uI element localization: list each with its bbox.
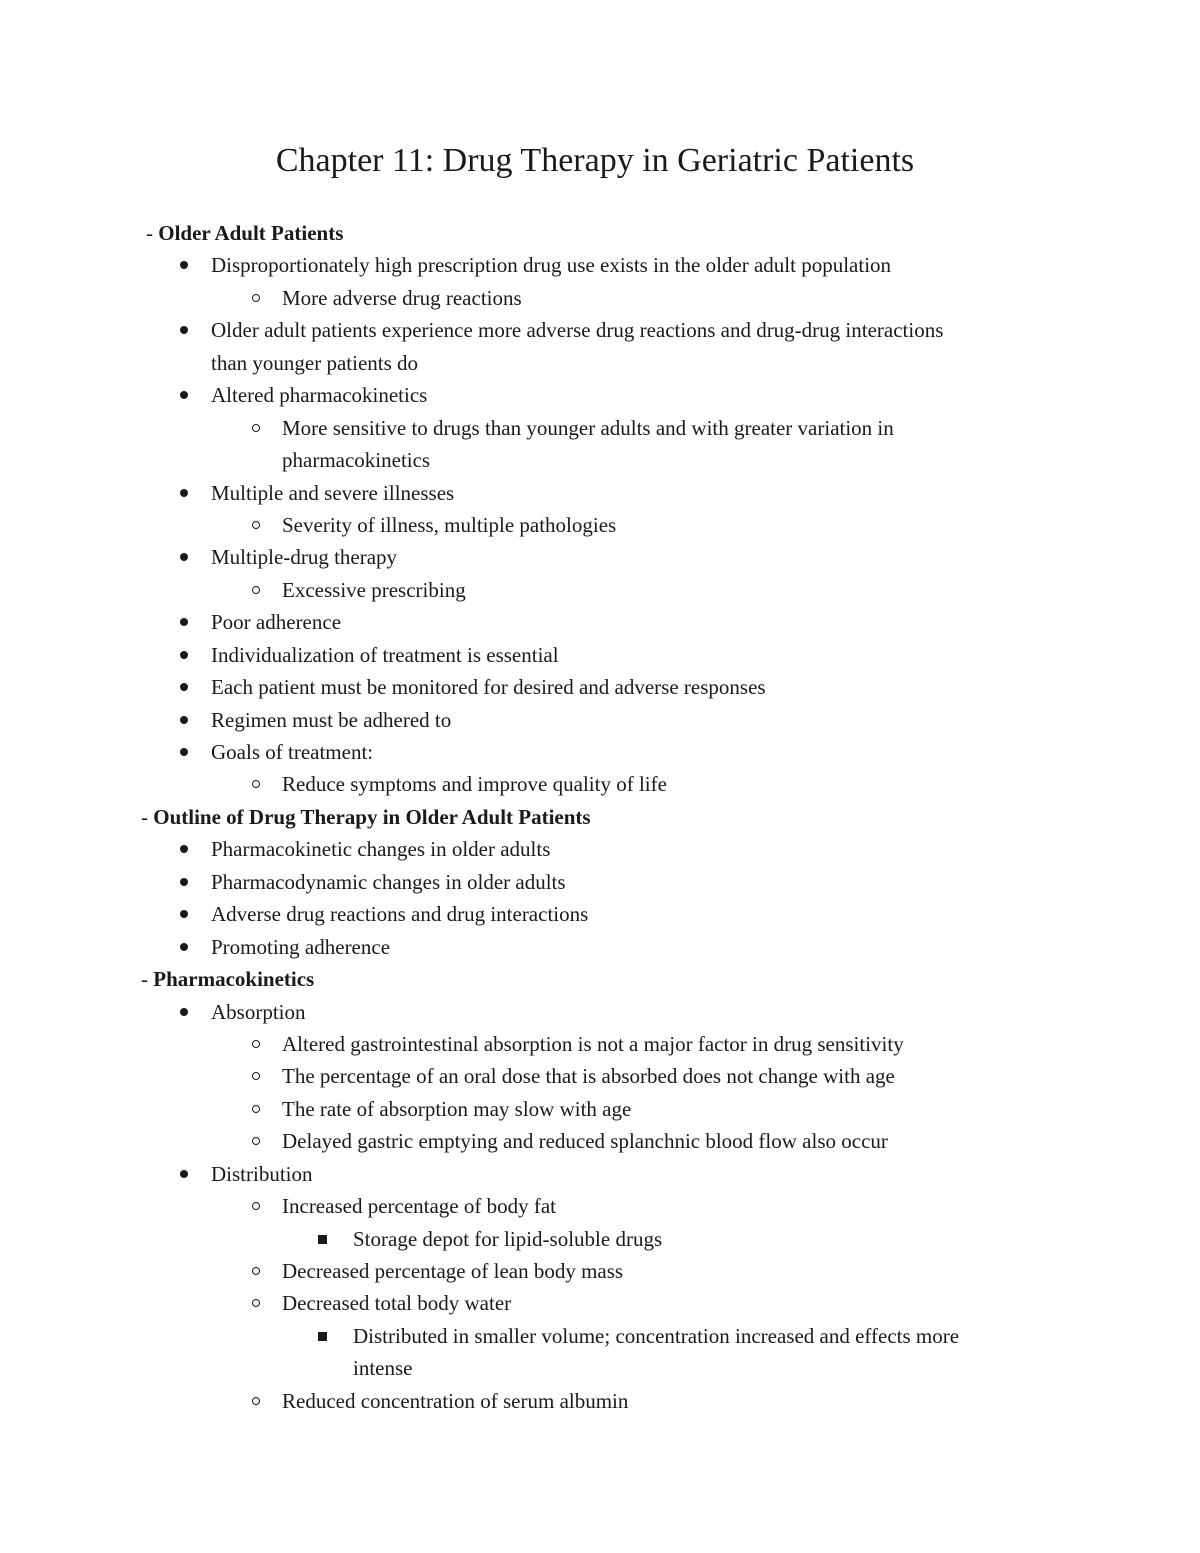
list-item-text: Altered pharmacokinetics (211, 383, 428, 408)
bullet-square-icon (318, 1235, 327, 1244)
list-item-text: Goals of treatment: (211, 740, 374, 764)
list-item-text: Increased percentage of body fat (282, 1194, 557, 1219)
list-item-text: Distribution (211, 1161, 313, 1186)
list-item (0, 931, 1200, 963)
list-item (0, 541, 1200, 573)
bullet-circle-icon (252, 780, 260, 788)
list-item-text: The rate of absorption may slow with age (282, 1096, 632, 1121)
list-item (0, 996, 1200, 1028)
list-item-text: pharmacokinetics (282, 448, 431, 473)
list-item (0, 509, 1200, 541)
bullet-circle-icon (252, 1397, 260, 1405)
list-item (0, 1320, 1200, 1352)
list-item (0, 736, 1200, 768)
bullet-disc-icon (180, 878, 188, 886)
bullet-circle-icon (252, 424, 260, 432)
list-item-text: Older adult patients experience more adverse drug reactions and drug-drug interactions (211, 318, 944, 343)
bullet-disc-icon (180, 1008, 188, 1016)
bullet-disc-icon (180, 489, 188, 497)
section-heading: - Outline of Drug Therapy in Older Adult Patients (141, 804, 591, 829)
list-item-text: Absorption (211, 999, 306, 1024)
list-item-text: More adverse drug reactions (282, 285, 522, 310)
list-item (0, 412, 1200, 444)
bullet-disc-icon (180, 1170, 188, 1178)
section-heading: - Pharmacokinetics (141, 967, 315, 992)
list-item-text: Pharmacodynamic changes in older adults (211, 869, 566, 894)
bullet-disc-icon (180, 910, 188, 918)
list-item-text: Adverse drug reactions and drug interactions (211, 902, 589, 927)
list-item-text: Severity of illness, multiple pathologies (282, 512, 617, 537)
list-item-text: Poor adherence (211, 610, 342, 635)
bullet-circle-icon (252, 586, 260, 594)
list-item (0, 866, 1200, 898)
bullet-circle-icon (252, 1072, 260, 1080)
list-item-text: Regimen must be adhered to (211, 707, 452, 732)
list-item-text: Altered gastrointestinal absorption is not a major factor in drug sensitivity (282, 1031, 904, 1056)
list-item-text: Distributed in smaller volume; concentration increased and effects more (353, 1323, 960, 1348)
list-item-text: Reduce symptoms and improve quality of life (282, 772, 667, 797)
bullet-circle-icon (252, 1137, 260, 1145)
list-item (0, 671, 1200, 703)
list-item (0, 833, 1200, 865)
list-item-text: than younger patients do (211, 350, 419, 375)
document-body (0, 217, 1200, 1417)
bullet-disc-icon (180, 748, 188, 756)
bullet-circle-icon (252, 1299, 260, 1307)
list-item (0, 379, 1200, 411)
list-item-text: Individualization of treatment is essential (211, 642, 559, 667)
bullet-disc-icon (180, 716, 188, 724)
list-item (0, 1028, 1200, 1060)
list-item-continuation (0, 444, 1200, 476)
list-item (0, 314, 1200, 346)
list-item (0, 477, 1200, 509)
list-item-text: Multiple-drug therapy (211, 545, 398, 570)
list-item-text: Excessive prescribing (282, 577, 466, 602)
list-item (0, 1385, 1200, 1417)
bullet-circle-icon (252, 1267, 260, 1275)
list-item (0, 1190, 1200, 1222)
bullet-disc-icon (180, 618, 188, 626)
bullet-disc-icon (180, 553, 188, 561)
section-heading-text: Pharmacokinetics (153, 967, 315, 992)
list-item (0, 639, 1200, 671)
list-item (0, 282, 1200, 314)
bullet-circle-icon (252, 1040, 260, 1048)
page-title: Chapter 11: Drug Therapy in Geriatric Patients (275, 142, 915, 179)
list-item (0, 1255, 1200, 1287)
list-item-text: Delayed gastric emptying and reduced splanchnic blood flow also occur (282, 1129, 888, 1154)
list-item (0, 898, 1200, 930)
list-item-text: Decreased percentage of lean body mass (282, 1259, 624, 1283)
bullet-circle-icon (252, 294, 260, 302)
bullet-disc-icon (180, 845, 188, 853)
list-item-text: Pharmacokinetic changes in older adults (211, 837, 551, 862)
list-item (0, 768, 1200, 800)
bullet-disc-icon (180, 261, 188, 269)
list-item-text: Reduced concentration of serum albumin (282, 1388, 629, 1413)
list-item (0, 704, 1200, 736)
list-item-text: Disproportionately high prescription drug use exists in the older adult population (211, 253, 892, 278)
list-item (0, 606, 1200, 638)
bullet-square-icon (318, 1332, 327, 1341)
bullet-disc-icon (180, 651, 188, 659)
list-item-text: intense (353, 1356, 413, 1381)
list-item-text: More sensitive to drugs than younger adults and with greater variation in (282, 415, 894, 440)
list-item (0, 574, 1200, 606)
bullet-disc-icon (180, 943, 188, 951)
list-item-text: Promoting adherence (211, 934, 391, 959)
list-item-continuation (0, 347, 1200, 379)
list-item-text: Decreased total body water (282, 1291, 512, 1316)
bullet-circle-icon (252, 521, 260, 529)
bullet-circle-icon (252, 1202, 260, 1210)
list-item-continuation (0, 1352, 1200, 1384)
list-item (0, 1287, 1200, 1319)
section-heading-text: Outline of Drug Therapy in Older Adult Patients (153, 804, 591, 829)
list-item-text: Multiple and severe illnesses (211, 480, 455, 505)
bullet-disc-icon (180, 391, 188, 399)
list-item-text: The percentage of an oral dose that is absorbed does not change with age (282, 1064, 895, 1089)
section-heading: - Older Adult Patients (146, 221, 344, 245)
bullet-disc-icon (180, 326, 188, 334)
list-item (0, 1125, 1200, 1157)
list-item (0, 249, 1200, 281)
list-item (0, 1158, 1200, 1190)
bullet-disc-icon (180, 683, 188, 691)
list-item-text: Each patient must be monitored for desired and adverse responses (211, 675, 766, 700)
bullet-circle-icon (252, 1105, 260, 1113)
list-item (0, 1060, 1200, 1092)
list-item (0, 1093, 1200, 1125)
section-heading-text: Older Adult Patients (158, 221, 344, 245)
list-item (0, 1223, 1200, 1255)
list-item-text: Storage depot for lipid-soluble drugs (353, 1226, 663, 1251)
